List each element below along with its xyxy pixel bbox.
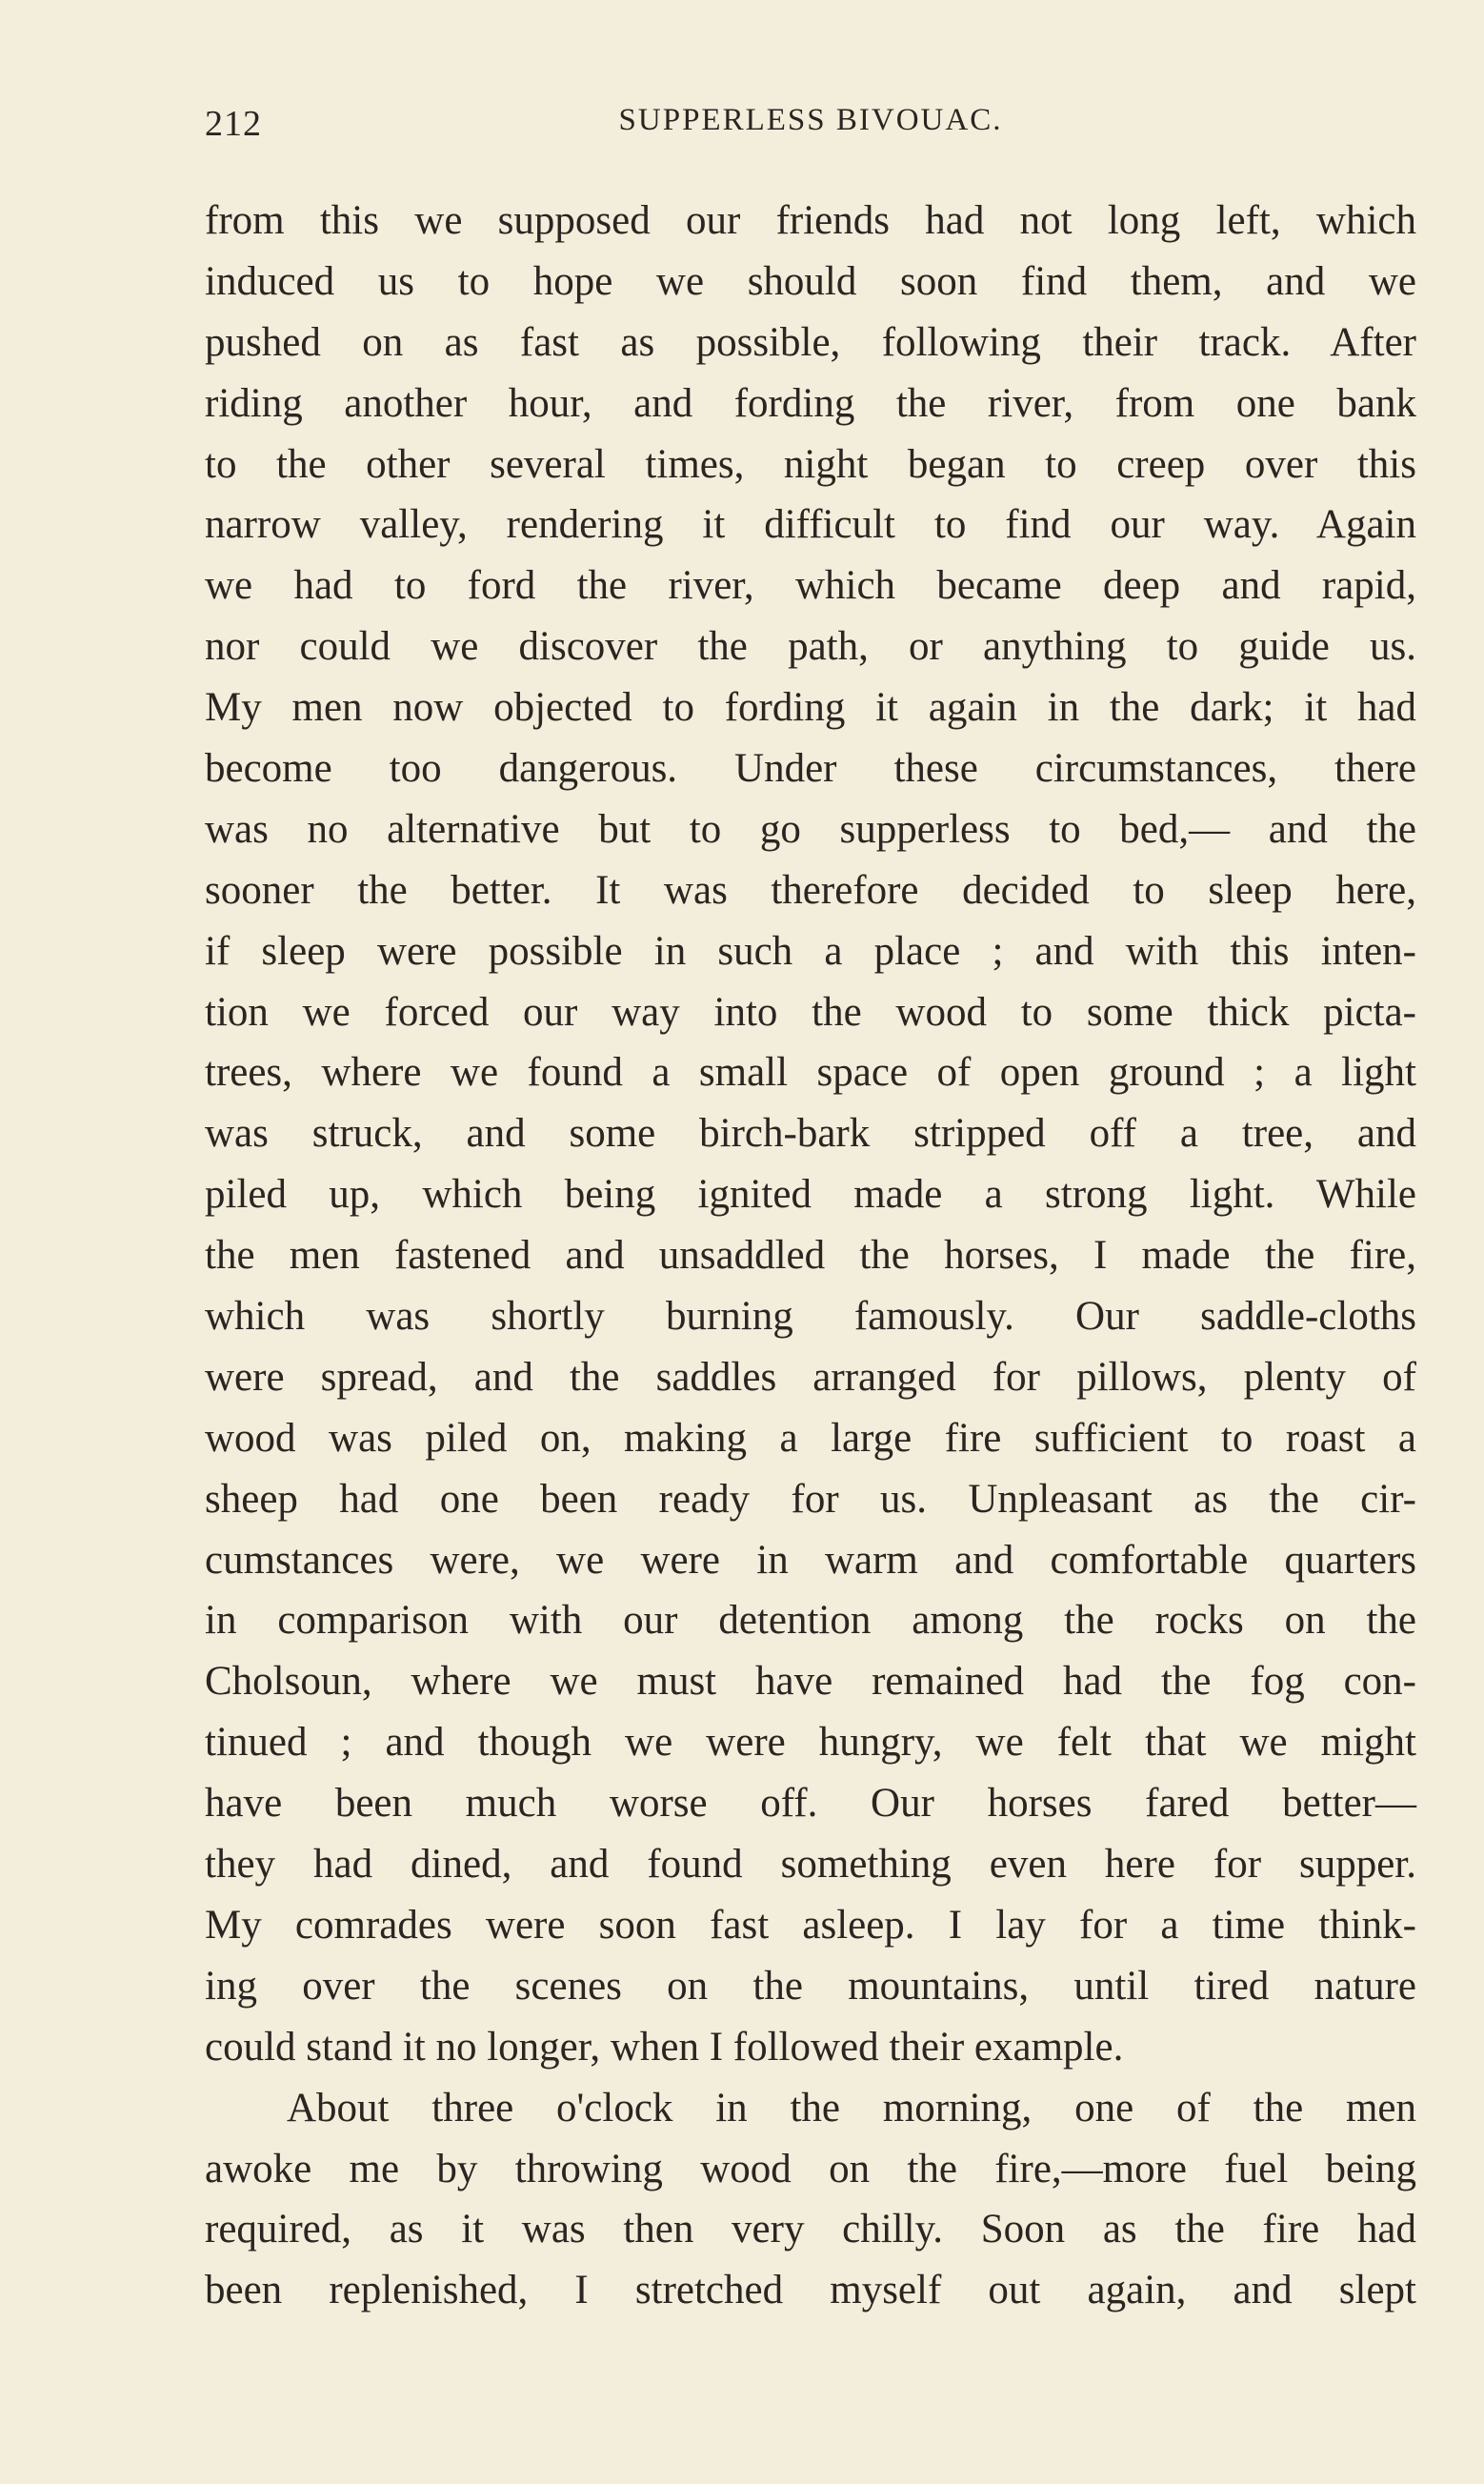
text-line: was struck, and some birch-bark stripped off a tree, and [205,1111,1416,1157]
text-line: which was shortly burning famously. Our saddle-cloths [205,1294,1416,1340]
body-text [205,191,1416,2321]
text-line: Cholsoun, where we must have remained had the fog con- [205,1659,1416,1705]
page-number: 212 [205,104,262,144]
text-line: ing over the scenes on the mountains, until tired nature [205,1963,1416,2009]
text-line: riding another hour, and fording the river, from one bank [205,380,1416,426]
text-line: piled up, which being ignited made a strong light. While [205,1172,1416,1218]
text-line: tion we forced our way into the wood to some thick picta- [205,989,1416,1035]
text-line: they had dined, and found something even here for supper. [205,1842,1416,1888]
text-line: narrow valley, rendering it difficult to find our way. Again [205,502,1416,548]
text-line: in comparison with our detention among the rocks on the [205,1598,1416,1644]
text-line: required, as it was then very chilly. Soon as the fire had [205,2207,1416,2252]
paragraph-start-line: About three o'clock in the morning, one of the men [287,2085,1416,2131]
text-line: awoke me by throwing wood on the fire,—more fuel being [205,2146,1416,2191]
text-line: been replenished, I stretched myself out again, and slept [205,2268,1416,2313]
running-title: SUPPERLESS BIVOUAC. [618,103,1003,137]
text-line: tinued ; and though we were hungry, we felt that we might [205,1720,1416,1766]
text-line: pushed on as fast as possible, following their track. After [205,319,1416,365]
text-line: have been much worse off. Our horses fared better— [205,1781,1416,1827]
text-line: wood was piled on, making a large fire sufficient to roast a [205,1415,1416,1461]
text-line: trees, where we found a small space of open ground ; a light [205,1050,1416,1096]
text-line: induced us to hope we should soon find them, and we [205,258,1416,304]
text-line: we had to ford the river, which became deep and rapid, [205,563,1416,609]
text-line: sooner the better. It was therefore decided to sleep here, [205,867,1416,913]
text-line: from this we supposed our friends had not long left, which [205,198,1416,243]
text-line: My comrades were soon fast asleep. I lay for a time think- [205,1902,1416,1948]
text-line: was no alternative but to go supperless to bed,— and the [205,806,1416,852]
text-line: sheep had one been ready for us. Unpleasant as the cir- [205,1476,1416,1522]
text-line: cumstances were, we were in warm and comfortable quarters [205,1537,1416,1583]
text-line: My men now objected to fording it again in the dark; it had [205,685,1416,731]
text-line: the men fastened and unsaddled the horses, I made the fire, [205,1233,1416,1279]
text-line: to the other several times, night began to creep over this [205,441,1416,487]
text-line: if sleep were possible in such a place ; and with this inten- [205,928,1416,974]
text-line: were spread, and the saddles arranged for pillows, plenty of [205,1354,1416,1400]
text-line: become too dangerous. Under these circumstances, there [205,746,1416,792]
paragraph-end-line: could stand it no longer, when I followed their example. [205,2024,1124,2070]
page-header [205,103,1416,151]
text-line: nor could we discover the path, or anything to guide us. [205,624,1416,670]
